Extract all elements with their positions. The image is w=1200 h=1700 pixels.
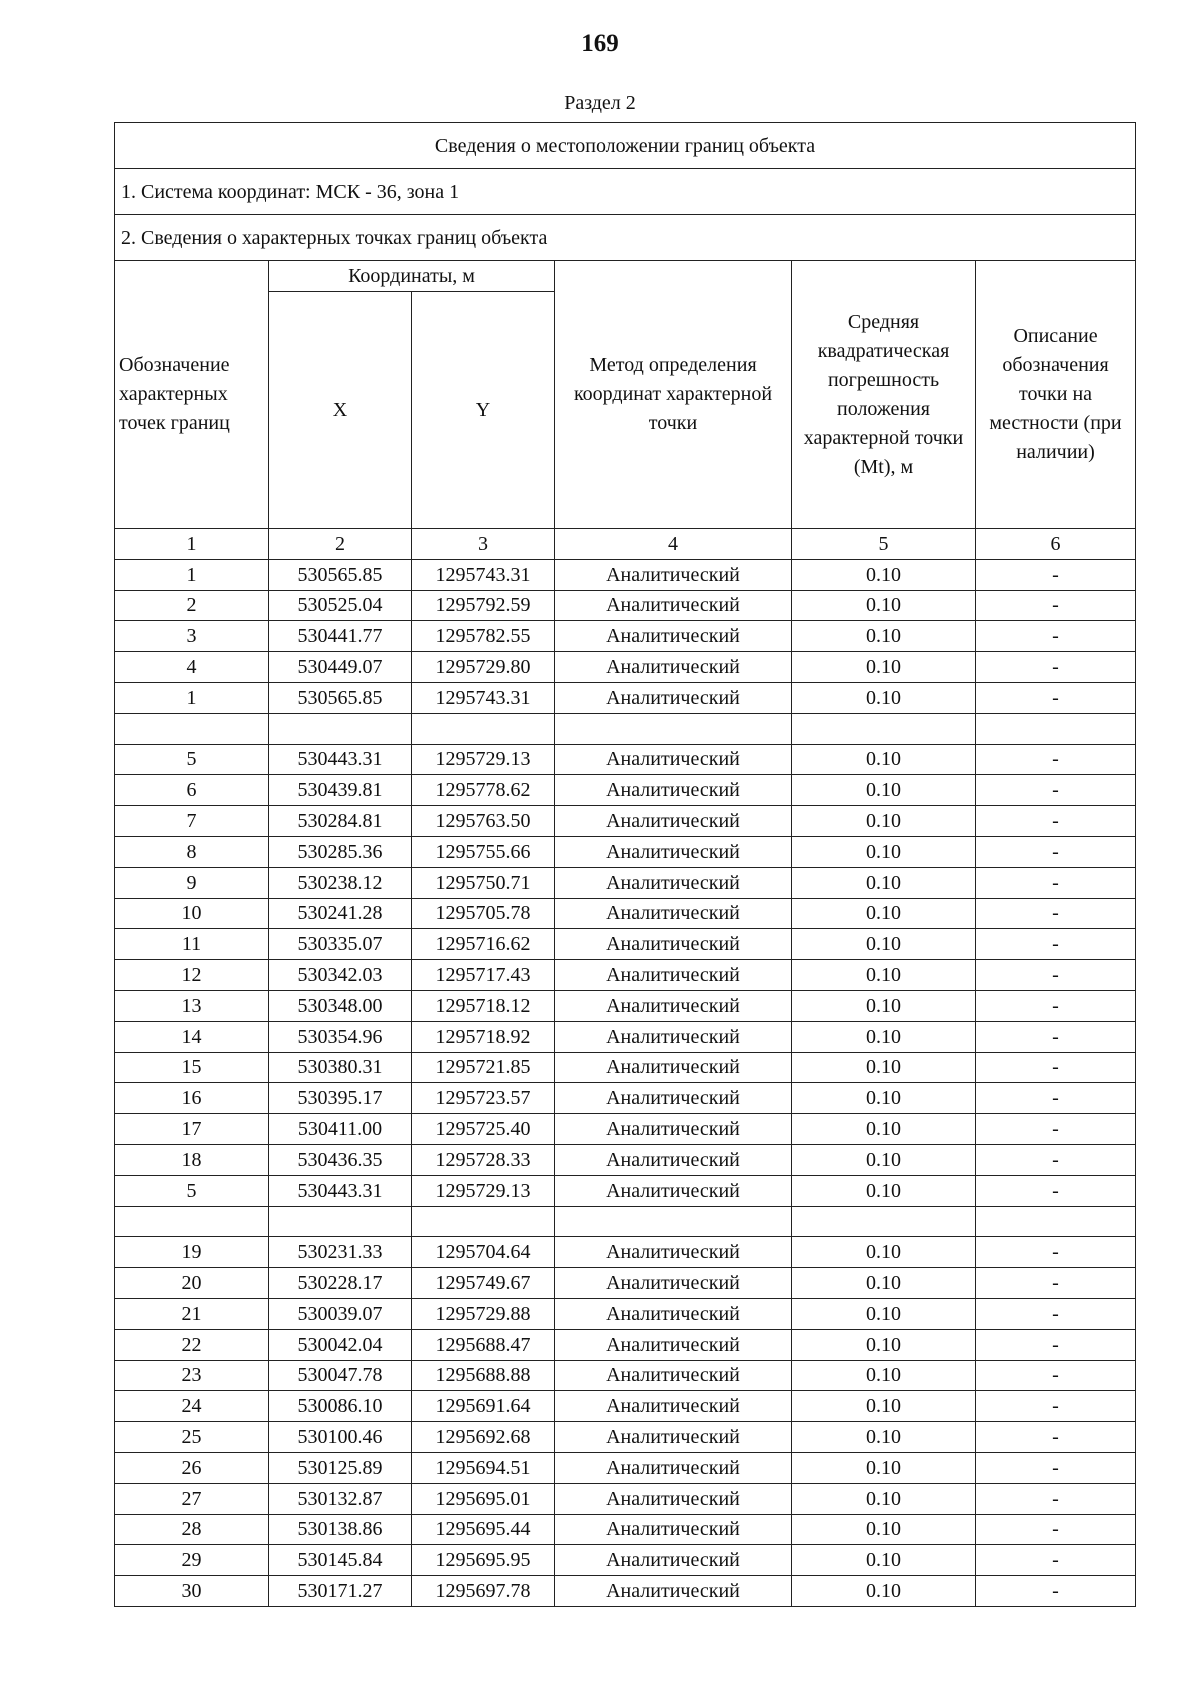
- cell-error: 0.10: [792, 1114, 976, 1145]
- cell-method: Аналитический: [555, 1114, 792, 1145]
- cell-point-id: 20: [115, 1268, 269, 1299]
- cell-y: 1295750.71: [412, 867, 555, 898]
- cell-description: -: [976, 1514, 1136, 1545]
- cell-error: 0.10: [792, 867, 976, 898]
- cell-point-id: 8: [115, 836, 269, 867]
- cell-point-id: 18: [115, 1144, 269, 1175]
- cell-point-id: 7: [115, 806, 269, 837]
- cell-error: 0.10: [792, 1052, 976, 1083]
- table-row: [115, 559, 1136, 590]
- empty-cell: [269, 1206, 412, 1237]
- table-row: [115, 1576, 1136, 1607]
- cell-y: 1295695.01: [412, 1483, 555, 1514]
- cell-x: 530231.33: [269, 1237, 412, 1268]
- cell-description: -: [976, 1576, 1136, 1607]
- cell-error: 0.10: [792, 960, 976, 991]
- cell-error: 0.10: [792, 621, 976, 652]
- cell-x: 530443.31: [269, 744, 412, 775]
- cell-y: 1295688.88: [412, 1360, 555, 1391]
- column-number: 5: [792, 529, 976, 560]
- column-number: 1: [115, 529, 269, 560]
- cell-x: 530047.78: [269, 1360, 412, 1391]
- table-row: [115, 1237, 1136, 1268]
- cell-method: Аналитический: [555, 960, 792, 991]
- cell-description: -: [976, 1021, 1136, 1052]
- header-method: Метод определения координат характерной точки: [555, 261, 792, 529]
- cell-point-id: 2: [115, 590, 269, 621]
- table-row: [115, 960, 1136, 991]
- cell-x: 530525.04: [269, 590, 412, 621]
- cell-x: 530100.46: [269, 1422, 412, 1453]
- table-row: [115, 1083, 1136, 1114]
- table-row: [115, 836, 1136, 867]
- cell-y: 1295729.13: [412, 1175, 555, 1206]
- cell-point-id: 19: [115, 1237, 269, 1268]
- cell-error: 0.10: [792, 836, 976, 867]
- cell-description: -: [976, 867, 1136, 898]
- cell-description: -: [976, 898, 1136, 929]
- cell-point-id: 12: [115, 960, 269, 991]
- cell-error: 0.10: [792, 1422, 976, 1453]
- cell-description: -: [976, 1144, 1136, 1175]
- cell-x: 530354.96: [269, 1021, 412, 1052]
- header-row: [115, 261, 1136, 292]
- cell-x: 530132.87: [269, 1483, 412, 1514]
- cell-x: 530285.36: [269, 836, 412, 867]
- header-designation: Обозначение характерных точек границ: [115, 261, 269, 529]
- empty-cell: [555, 1206, 792, 1237]
- table-row: [115, 1268, 1136, 1299]
- cell-method: Аналитический: [555, 1576, 792, 1607]
- header-y: Y: [412, 292, 555, 529]
- cell-y: 1295718.92: [412, 1021, 555, 1052]
- cell-error: 0.10: [792, 744, 976, 775]
- cell-description: -: [976, 1298, 1136, 1329]
- cell-point-id: 26: [115, 1452, 269, 1483]
- cell-error: 0.10: [792, 1576, 976, 1607]
- cell-description: -: [976, 960, 1136, 991]
- column-number: 6: [976, 529, 1136, 560]
- cell-method: Аналитический: [555, 1360, 792, 1391]
- header-error: Средняя квадратическая погрешность положения характерной точки (Mt), м: [792, 261, 976, 529]
- cell-description: -: [976, 1237, 1136, 1268]
- cell-x: 530241.28: [269, 898, 412, 929]
- cell-point-id: 9: [115, 867, 269, 898]
- cell-x: 530565.85: [269, 559, 412, 590]
- cell-method: Аналитический: [555, 990, 792, 1021]
- cell-method: Аналитический: [555, 867, 792, 898]
- cell-y: 1295729.80: [412, 652, 555, 683]
- cell-error: 0.10: [792, 1391, 976, 1422]
- table-title: Сведения о местоположении границ объекта: [115, 123, 1136, 169]
- cell-error: 0.10: [792, 1237, 976, 1268]
- cell-x: 530335.07: [269, 929, 412, 960]
- table-row: [115, 1391, 1136, 1422]
- cell-description: -: [976, 682, 1136, 713]
- table-row: [115, 990, 1136, 1021]
- table-row: [115, 1175, 1136, 1206]
- table-row: [115, 898, 1136, 929]
- cell-method: Аналитический: [555, 1268, 792, 1299]
- table-row: [115, 775, 1136, 806]
- cell-method: Аналитический: [555, 775, 792, 806]
- column-number: 2: [269, 529, 412, 560]
- cell-description: -: [976, 775, 1136, 806]
- empty-cell: [115, 713, 269, 744]
- cell-y: 1295695.44: [412, 1514, 555, 1545]
- cell-y: 1295778.62: [412, 775, 555, 806]
- cell-y: 1295763.50: [412, 806, 555, 837]
- header-coordinates: Координаты, м: [269, 261, 555, 292]
- empty-cell: [115, 1206, 269, 1237]
- cell-x: 530086.10: [269, 1391, 412, 1422]
- cell-error: 0.10: [792, 1144, 976, 1175]
- boundary-points-table: [114, 122, 1136, 1607]
- cell-error: 0.10: [792, 682, 976, 713]
- empty-cell: [792, 1206, 976, 1237]
- cell-x: 530380.31: [269, 1052, 412, 1083]
- cell-method: Аналитический: [555, 1021, 792, 1052]
- table-row: [115, 1545, 1136, 1576]
- cell-method: Аналитический: [555, 836, 792, 867]
- cell-x: 530138.86: [269, 1514, 412, 1545]
- cell-method: Аналитический: [555, 559, 792, 590]
- cell-method: Аналитический: [555, 1237, 792, 1268]
- cell-error: 0.10: [792, 1360, 976, 1391]
- cell-error: 0.10: [792, 1452, 976, 1483]
- table-row: [115, 682, 1136, 713]
- cell-x: 530125.89: [269, 1452, 412, 1483]
- cell-point-id: 22: [115, 1329, 269, 1360]
- cell-description: -: [976, 621, 1136, 652]
- cell-error: 0.10: [792, 1329, 976, 1360]
- empty-cell: [976, 1206, 1136, 1237]
- table-row: [115, 621, 1136, 652]
- cell-point-id: 15: [115, 1052, 269, 1083]
- cell-point-id: 10: [115, 898, 269, 929]
- cell-x: 530228.17: [269, 1268, 412, 1299]
- cell-x: 530145.84: [269, 1545, 412, 1576]
- cell-method: Аналитический: [555, 1452, 792, 1483]
- cell-point-id: 21: [115, 1298, 269, 1329]
- cell-description: -: [976, 1360, 1136, 1391]
- cell-x: 530441.77: [269, 621, 412, 652]
- cell-point-id: 11: [115, 929, 269, 960]
- cell-point-id: 16: [115, 1083, 269, 1114]
- cell-error: 0.10: [792, 898, 976, 929]
- cell-x: 530449.07: [269, 652, 412, 683]
- cell-description: -: [976, 1391, 1136, 1422]
- cell-description: -: [976, 1083, 1136, 1114]
- table-row: [115, 744, 1136, 775]
- cell-y: 1295688.47: [412, 1329, 555, 1360]
- cell-method: Аналитический: [555, 744, 792, 775]
- cell-method: Аналитический: [555, 929, 792, 960]
- table-row: [115, 1114, 1136, 1145]
- cell-point-id: 5: [115, 1175, 269, 1206]
- cell-method: Аналитический: [555, 1144, 792, 1175]
- empty-cell: [792, 713, 976, 744]
- cell-error: 0.10: [792, 1483, 976, 1514]
- table-row: [115, 1514, 1136, 1545]
- cell-method: Аналитический: [555, 621, 792, 652]
- cell-method: Аналитический: [555, 1083, 792, 1114]
- cell-point-id: 17: [115, 1114, 269, 1145]
- cell-y: 1295792.59: [412, 590, 555, 621]
- table-row: [115, 806, 1136, 837]
- cell-point-id: 5: [115, 744, 269, 775]
- cell-error: 0.10: [792, 929, 976, 960]
- cell-error: 0.10: [792, 559, 976, 590]
- cell-method: Аналитический: [555, 1545, 792, 1576]
- cell-method: Аналитический: [555, 1422, 792, 1453]
- table-row: [115, 867, 1136, 898]
- cell-point-id: 13: [115, 990, 269, 1021]
- empty-cell: [269, 713, 412, 744]
- cell-method: Аналитический: [555, 1175, 792, 1206]
- table-row: [115, 590, 1136, 621]
- cell-error: 0.10: [792, 806, 976, 837]
- cell-point-id: 4: [115, 652, 269, 683]
- cell-description: -: [976, 1329, 1136, 1360]
- cell-point-id: 30: [115, 1576, 269, 1607]
- cell-description: -: [976, 806, 1136, 837]
- cell-description: -: [976, 590, 1136, 621]
- cell-x: 530042.04: [269, 1329, 412, 1360]
- coordinate-system-row: [115, 169, 1136, 215]
- cell-y: 1295723.57: [412, 1083, 555, 1114]
- cell-point-id: 6: [115, 775, 269, 806]
- cell-method: Аналитический: [555, 1298, 792, 1329]
- cell-y: 1295749.67: [412, 1268, 555, 1299]
- empty-cell: [976, 713, 1136, 744]
- section-title: Раздел 2: [564, 92, 636, 114]
- cell-y: 1295729.88: [412, 1298, 555, 1329]
- cell-description: -: [976, 1175, 1136, 1206]
- cell-error: 0.10: [792, 990, 976, 1021]
- cell-x: 530171.27: [269, 1576, 412, 1607]
- cell-method: Аналитический: [555, 1483, 792, 1514]
- table-row: [115, 1452, 1136, 1483]
- separator-row: [115, 1206, 1136, 1237]
- cell-method: Аналитический: [555, 806, 792, 837]
- header-x: X: [269, 292, 412, 529]
- cell-description: -: [976, 990, 1136, 1021]
- cell-y: 1295716.62: [412, 929, 555, 960]
- cell-y: 1295728.33: [412, 1144, 555, 1175]
- cell-point-id: 3: [115, 621, 269, 652]
- cell-point-id: 23: [115, 1360, 269, 1391]
- cell-x: 530348.00: [269, 990, 412, 1021]
- cell-description: -: [976, 559, 1136, 590]
- coordinate-system: 1. Система координат: МСК - 36, зона 1: [115, 169, 1136, 215]
- cell-description: -: [976, 929, 1136, 960]
- cell-x: 530395.17: [269, 1083, 412, 1114]
- separator-row: [115, 713, 1136, 744]
- cell-y: 1295692.68: [412, 1422, 555, 1453]
- cell-y: 1295705.78: [412, 898, 555, 929]
- cell-x: 530439.81: [269, 775, 412, 806]
- cell-y: 1295782.55: [412, 621, 555, 652]
- cell-method: Аналитический: [555, 682, 792, 713]
- table-row: [115, 1021, 1136, 1052]
- table-row: [115, 1144, 1136, 1175]
- cell-error: 0.10: [792, 590, 976, 621]
- header-description: Описание обозначения точки на местности (при наличии): [976, 261, 1136, 529]
- cell-description: -: [976, 1114, 1136, 1145]
- cell-description: -: [976, 1483, 1136, 1514]
- empty-cell: [555, 713, 792, 744]
- cell-y: 1295695.95: [412, 1545, 555, 1576]
- table-title-row: [115, 123, 1136, 169]
- cell-y: 1295725.40: [412, 1114, 555, 1145]
- cell-error: 0.10: [792, 1175, 976, 1206]
- table-row: [115, 1360, 1136, 1391]
- cell-description: -: [976, 1268, 1136, 1299]
- cell-y: 1295697.78: [412, 1576, 555, 1607]
- cell-y: 1295743.31: [412, 682, 555, 713]
- cell-x: 530443.31: [269, 1175, 412, 1206]
- empty-cell: [412, 713, 555, 744]
- cell-description: -: [976, 1422, 1136, 1453]
- cell-x: 530565.85: [269, 682, 412, 713]
- cell-method: Аналитический: [555, 652, 792, 683]
- cell-description: -: [976, 744, 1136, 775]
- cell-y: 1295743.31: [412, 559, 555, 590]
- cell-y: 1295691.64: [412, 1391, 555, 1422]
- cell-x: 530342.03: [269, 960, 412, 991]
- table-row: [115, 1422, 1136, 1453]
- cell-y: 1295755.66: [412, 836, 555, 867]
- cell-point-id: 25: [115, 1422, 269, 1453]
- cell-point-id: 1: [115, 559, 269, 590]
- cell-x: 530411.00: [269, 1114, 412, 1145]
- table-row: [115, 652, 1136, 683]
- cell-y: 1295717.43: [412, 960, 555, 991]
- cell-point-id: 29: [115, 1545, 269, 1576]
- empty-cell: [412, 1206, 555, 1237]
- cell-y: 1295694.51: [412, 1452, 555, 1483]
- cell-error: 0.10: [792, 775, 976, 806]
- points-heading-row: [115, 215, 1136, 261]
- cell-y: 1295704.64: [412, 1237, 555, 1268]
- points-heading: 2. Сведения о характерных точках границ объекта: [115, 215, 1136, 261]
- cell-description: -: [976, 1545, 1136, 1576]
- cell-x: 530238.12: [269, 867, 412, 898]
- cell-method: Аналитический: [555, 1052, 792, 1083]
- cell-error: 0.10: [792, 1545, 976, 1576]
- table-row: [115, 1329, 1136, 1360]
- cell-y: 1295721.85: [412, 1052, 555, 1083]
- cell-x: 530284.81: [269, 806, 412, 837]
- column-number: 4: [555, 529, 792, 560]
- cell-method: Аналитический: [555, 898, 792, 929]
- page-number: 169: [581, 30, 619, 57]
- cell-error: 0.10: [792, 1021, 976, 1052]
- column-number-row: [115, 529, 1136, 560]
- cell-point-id: 1: [115, 682, 269, 713]
- cell-y: 1295718.12: [412, 990, 555, 1021]
- cell-description: -: [976, 1052, 1136, 1083]
- cell-y: 1295729.13: [412, 744, 555, 775]
- table-row: [115, 1298, 1136, 1329]
- cell-error: 0.10: [792, 1298, 976, 1329]
- cell-error: 0.10: [792, 1083, 976, 1114]
- table-row: [115, 929, 1136, 960]
- table-row: [115, 1052, 1136, 1083]
- cell-error: 0.10: [792, 652, 976, 683]
- cell-description: -: [976, 836, 1136, 867]
- cell-x: 530436.35: [269, 1144, 412, 1175]
- cell-point-id: 24: [115, 1391, 269, 1422]
- cell-description: -: [976, 1452, 1136, 1483]
- table-row: [115, 1483, 1136, 1514]
- column-number: 3: [412, 529, 555, 560]
- cell-method: Аналитический: [555, 1391, 792, 1422]
- cell-method: Аналитический: [555, 1329, 792, 1360]
- cell-x: 530039.07: [269, 1298, 412, 1329]
- cell-point-id: 27: [115, 1483, 269, 1514]
- cell-description: -: [976, 652, 1136, 683]
- cell-point-id: 28: [115, 1514, 269, 1545]
- cell-method: Аналитический: [555, 590, 792, 621]
- cell-error: 0.10: [792, 1514, 976, 1545]
- cell-error: 0.10: [792, 1268, 976, 1299]
- cell-point-id: 14: [115, 1021, 269, 1052]
- cell-method: Аналитический: [555, 1514, 792, 1545]
